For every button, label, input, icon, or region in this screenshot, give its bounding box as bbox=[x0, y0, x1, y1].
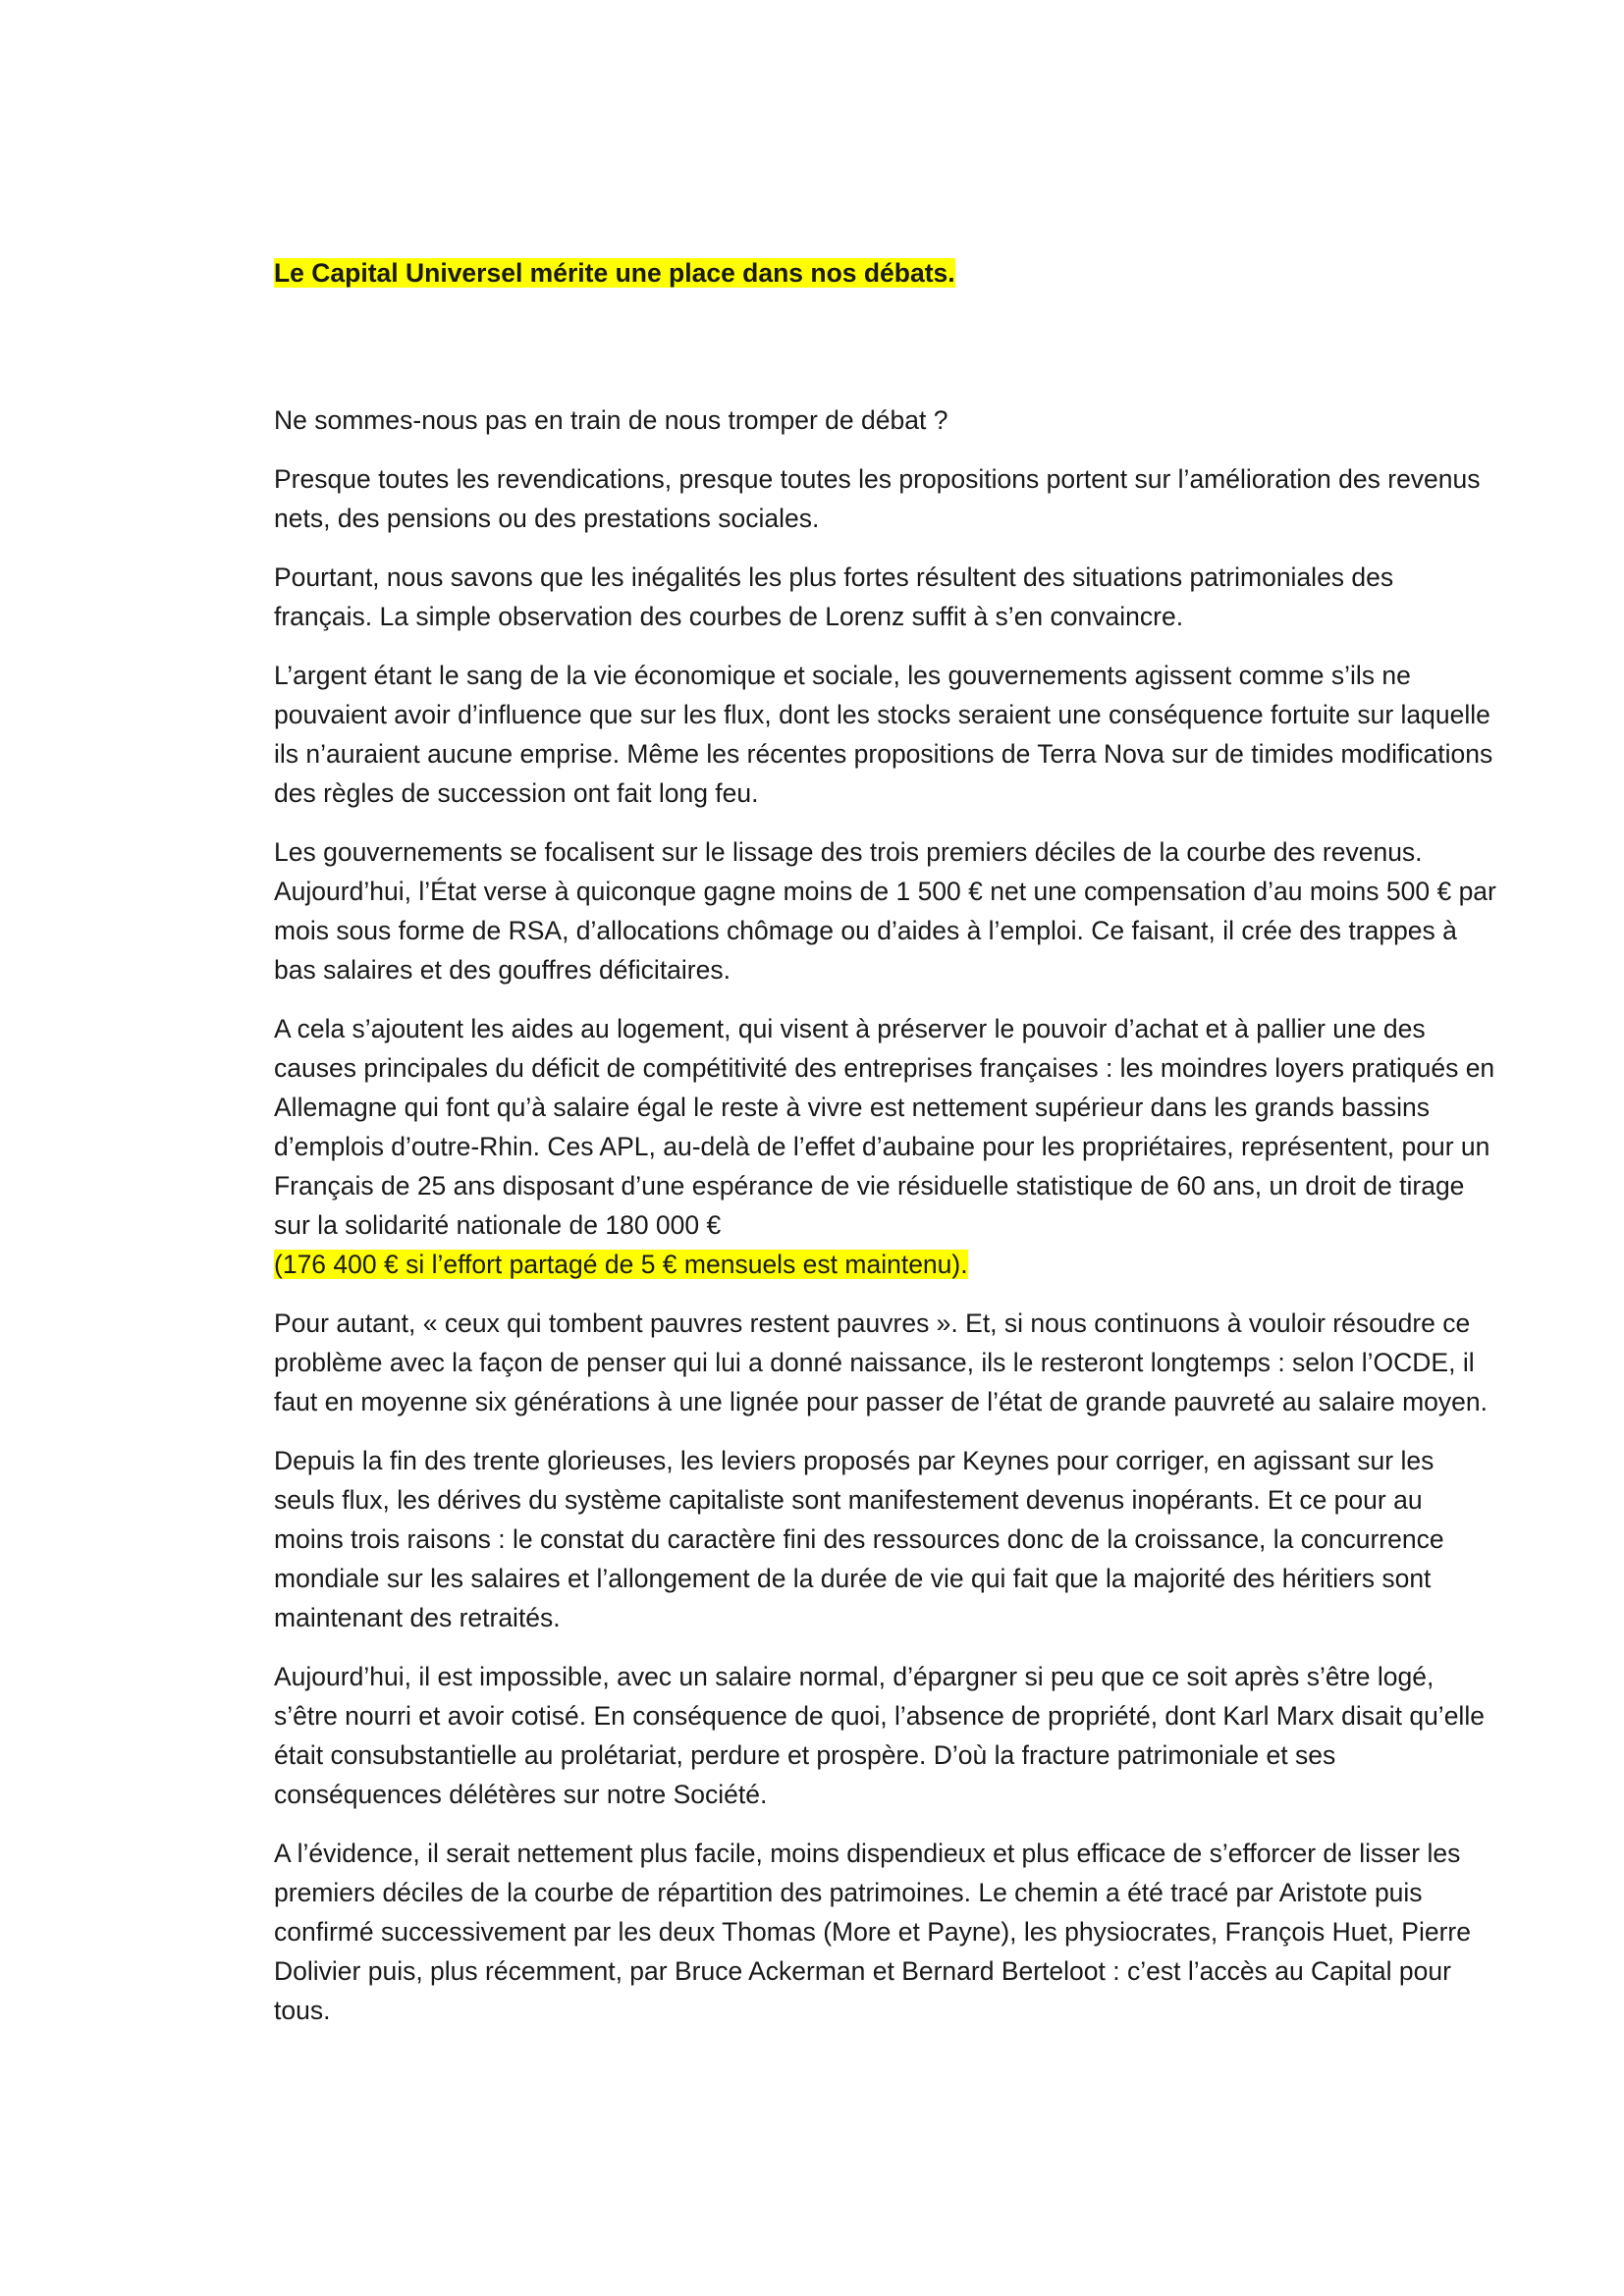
paragraph-2: Presque toutes les revendications, presque toutes les propositions portent sur l’amélioration des revenus nets, des pensions ou des prestations sociales. bbox=[274, 464, 1481, 533]
document-body bbox=[274, 253, 1497, 2050]
paragraph-1: Ne sommes-nous pas en train de nous tromper de débat ? bbox=[274, 405, 948, 435]
paragraph-7: Pour autant, « ceux qui tombent pauvres restent pauvres ». Et, si nous continuons à vouloir résoudre ce problème avec la façon de penser qui lui a donné naissance, ils le resteront longtemps : selon l’OCDE, il faut en moyenne six générations à une lignée pour passer de l’état de grande pauvreté au salaire moyen. bbox=[274, 1308, 1489, 1416]
document-title bbox=[274, 253, 1497, 293]
paragraph-8: Depuis la fin des trente glorieuses, les leviers proposés par Keynes pour corriger, en agissant sur les seuls flux, les dérives du système capitaliste sont manifestement devenus inopérants. Et ce pour au moins trois raisons : le constat du caractère fini des ressources donc de la croissance, la concurrence mondiale sur les salaires et l’allongement de la durée de vie qui fait que la majorité des héritiers sont maintenant des retraités. bbox=[274, 1446, 1444, 1632]
paragraph-6 bbox=[274, 1009, 1497, 1284]
title-highlight: Le Capital Universel mérite une place dans nos débats. bbox=[274, 258, 955, 288]
paragraph-6-text: A cela s’ajoutent les aides au logement, qui visent à préserver le pouvoir d’achat et à pallier une des causes principales du déficit de compétitivité des entreprises françaises : les moindres loyers pratiqués en Allemagne qui font qu’à salaire égal le reste à vivre est nettement supérieur dans les grands bassins d’emplois d’outre-Rhin. Ces APL, au-delà de l’effet d’aubaine pour les propriétaires, représentent, pour un Français de 25 ans disposant d’une espérance de vie résiduelle statistique de 60 ans, un droit de tirage sur la solidarité nationale de 180 000 € bbox=[274, 1014, 1495, 1240]
paragraph-9: Aujourd’hui, il est impossible, avec un salaire normal, d’épargner si peu que ce soit après s’être logé, s’être nourri et avoir cotisé. En conséquence de quoi, l’absence de propriété, dont Karl Marx disait qu’elle était consubstantielle au prolétariat, perdure et prospère. D’où la fracture patrimoniale et ses conséquences délétères sur notre Société. bbox=[274, 1662, 1485, 1809]
paragraph-5: Les gouvernements se focalisent sur le lissage des trois premiers déciles de la courbe des revenus. Aujourd’hui, l’État verse à quiconque gagne moins de 1 500 € net une compensation d’au moins 500 € par mois sous forme de RSA, d’allocations chômage ou d’aides à l’emploi. Ce faisant, il crée des trappes à bas salaires et des gouffres déficitaires. bbox=[274, 837, 1496, 985]
paragraph-10: A l’évidence, il serait nettement plus facile, moins dispendieux et plus efficace de s’efforcer de lisser les premiers déciles de la courbe de répartition des patrimoines. Le chemin a été tracé par Aristote puis confirmé successivement par les deux Thomas (More et Payne), les physiocrates, François Huet, Pierre Dolivier puis, plus récemment, par Bruce Ackerman et Bernard Berteloot : c’est l’accès au Capital pour tous. bbox=[274, 1839, 1471, 2025]
paragraph-4: L’argent étant le sang de la vie économique et sociale, les gouvernements agissent comme s’ils ne pouvaient avoir d’influence que sur les flux, dont les stocks seraient une conséquence fortuite sur laquelle ils n’auraient aucune emprise. Même les récentes propositions de Terra Nova sur de timides modifications des règles de succession ont fait long feu. bbox=[274, 661, 1493, 808]
paragraph-6-highlight: (176 400 € si l’effort partagé de 5 € mensuels est maintenu). bbox=[274, 1250, 968, 1279]
paragraph-3: Pourtant, nous savons que les inégalités les plus fortes résultent des situations patrimoniales des français. La simple observation des courbes de Lorenz suffit à s’en convaincre. bbox=[274, 562, 1394, 631]
